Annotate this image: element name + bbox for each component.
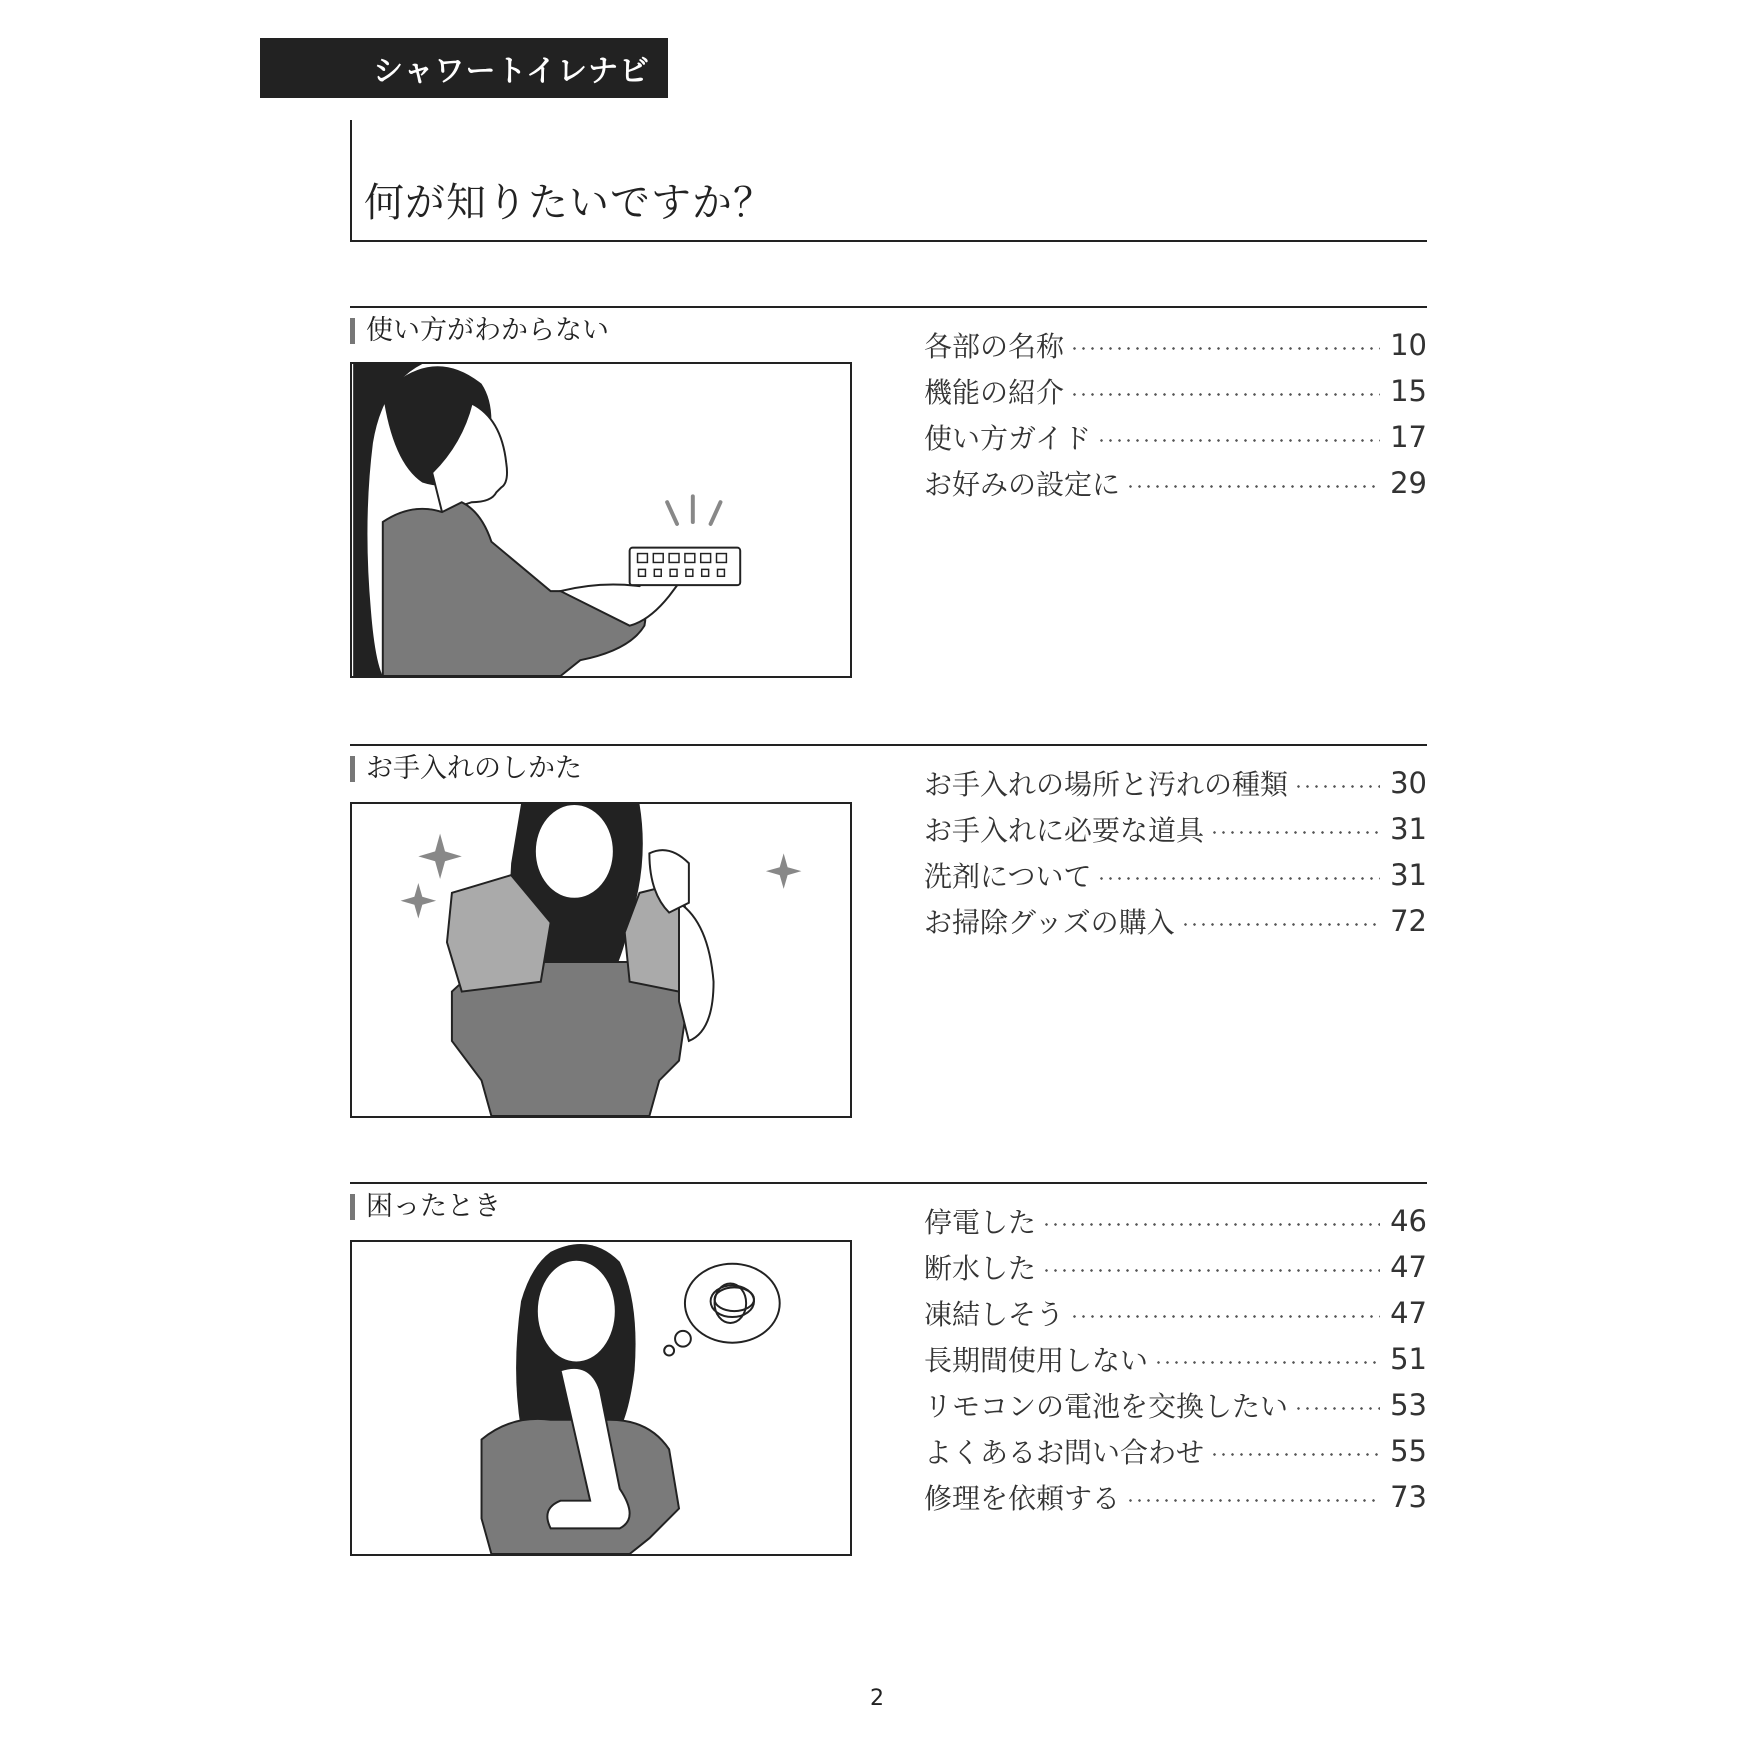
toc-label: お手入れに必要な道具 bbox=[924, 814, 1205, 847]
section-marker bbox=[350, 756, 355, 782]
toc-page: 51 bbox=[1390, 1342, 1427, 1376]
toc-list bbox=[924, 322, 1427, 506]
section-rule bbox=[350, 1182, 1427, 1184]
toc-row[interactable] bbox=[924, 1198, 1427, 1244]
leader-dots bbox=[1070, 393, 1380, 396]
illustration-woman-remote bbox=[350, 362, 852, 678]
section-title: お手入れのしかた bbox=[366, 753, 582, 784]
toc-page: 55 bbox=[1390, 1434, 1427, 1468]
toc-label: 凍結しそう bbox=[924, 1298, 1065, 1331]
section-marker bbox=[350, 318, 355, 344]
toc-row[interactable] bbox=[924, 322, 1427, 368]
toc-page: 31 bbox=[1390, 858, 1427, 892]
toc-label: お好みの設定に bbox=[924, 468, 1121, 501]
section-rule bbox=[350, 744, 1427, 746]
leader-dots bbox=[1210, 1453, 1380, 1456]
leader-dots bbox=[1294, 1407, 1380, 1410]
leader-dots bbox=[1097, 439, 1380, 442]
section-title: 使い方がわからない bbox=[366, 315, 609, 346]
toc-label: お手入れの場所と汚れの種類 bbox=[924, 768, 1289, 801]
title-rule-vertical bbox=[350, 120, 352, 242]
toc-row[interactable] bbox=[924, 806, 1427, 852]
toc-row[interactable] bbox=[924, 1244, 1427, 1290]
toc-row[interactable] bbox=[924, 414, 1427, 460]
toc-row[interactable] bbox=[924, 1336, 1427, 1382]
toc-label: 停電した bbox=[924, 1206, 1037, 1239]
illustration-woman-thinking bbox=[350, 1240, 852, 1556]
leader-dots bbox=[1042, 1223, 1380, 1226]
leader-dots bbox=[1154, 1361, 1380, 1364]
brand-tab bbox=[260, 38, 668, 98]
toc-list bbox=[924, 760, 1427, 944]
illustration-woman-cleaning bbox=[350, 802, 852, 1118]
leader-dots bbox=[1097, 877, 1380, 880]
toc-label: 洗剤について bbox=[924, 860, 1092, 893]
leader-dots bbox=[1070, 1315, 1380, 1318]
section-rule bbox=[350, 306, 1427, 308]
toc-row[interactable] bbox=[924, 1474, 1427, 1520]
toc-label: 断水した bbox=[924, 1252, 1037, 1285]
toc-page: 31 bbox=[1390, 812, 1427, 846]
toc-row[interactable] bbox=[924, 852, 1427, 898]
toc-label: リモコンの電池を交換したい bbox=[924, 1390, 1289, 1423]
leader-dots bbox=[1181, 923, 1380, 926]
title-rule-horizontal bbox=[350, 240, 1427, 242]
section-marker bbox=[350, 1194, 355, 1220]
leader-dots bbox=[1042, 1269, 1380, 1272]
toc-label: 各部の名称 bbox=[924, 330, 1065, 363]
toc-label: お掃除グッズの購入 bbox=[924, 906, 1175, 939]
toc-label: よくあるお問い合わせ bbox=[924, 1436, 1205, 1469]
brand-title: シャワートイレナビ bbox=[373, 54, 650, 89]
toc-page: 72 bbox=[1390, 904, 1427, 938]
leader-dots bbox=[1210, 831, 1380, 834]
toc-label: 長期間使用しない bbox=[924, 1344, 1149, 1377]
toc-row[interactable] bbox=[924, 898, 1427, 944]
toc-page: 29 bbox=[1390, 466, 1427, 500]
toc-label: 修理を依頼する bbox=[924, 1482, 1121, 1515]
toc-page: 47 bbox=[1390, 1250, 1427, 1284]
toc-row[interactable] bbox=[924, 368, 1427, 414]
toc-row[interactable] bbox=[924, 760, 1427, 806]
toc-page: 46 bbox=[1390, 1204, 1427, 1238]
section-title: 困ったとき bbox=[366, 1191, 501, 1222]
toc-row[interactable] bbox=[924, 460, 1427, 506]
leader-dots bbox=[1070, 347, 1380, 350]
toc-page: 30 bbox=[1390, 766, 1427, 800]
toc-page: 17 bbox=[1390, 420, 1427, 454]
toc-row[interactable] bbox=[924, 1382, 1427, 1428]
leader-dots bbox=[1294, 785, 1380, 788]
toc-page: 53 bbox=[1390, 1388, 1427, 1422]
toc-list bbox=[924, 1198, 1427, 1520]
toc-row[interactable] bbox=[924, 1428, 1427, 1474]
toc-page: 73 bbox=[1390, 1480, 1427, 1514]
leader-dots bbox=[1126, 485, 1380, 488]
toc-row[interactable] bbox=[924, 1290, 1427, 1336]
toc-label: 使い方ガイド bbox=[924, 422, 1092, 455]
toc-page: 15 bbox=[1390, 374, 1427, 408]
leader-dots bbox=[1126, 1499, 1380, 1502]
toc-label: 機能の紹介 bbox=[924, 376, 1065, 409]
toc-page: 47 bbox=[1390, 1296, 1427, 1330]
page-number: 2 bbox=[870, 1686, 884, 1711]
toc-page: 10 bbox=[1390, 328, 1427, 362]
page-title: 何が知りたいですか？ bbox=[364, 180, 774, 226]
